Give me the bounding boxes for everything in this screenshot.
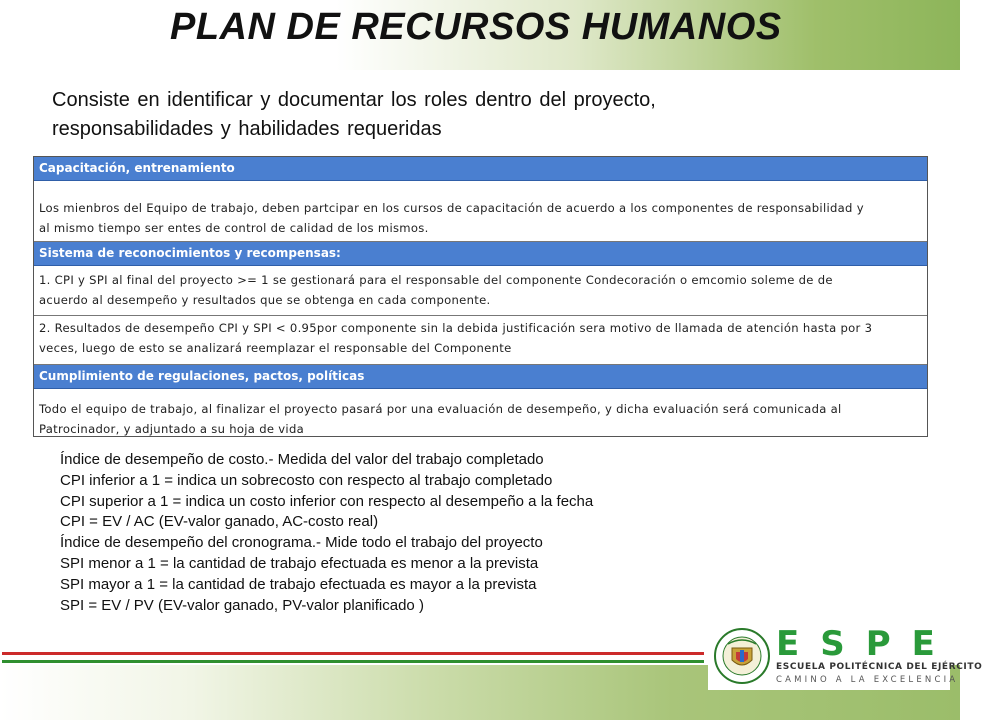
training-line-1: Los mienbros del Equipo de trabajo, deben partcipar en los cursos de capacitación de acuerdo a los componentes de responsabilidad y — [39, 201, 864, 215]
hr-plan-table — [33, 156, 928, 437]
intro-line-2: responsabilidades y habilidades requeridas — [52, 118, 442, 140]
stripe-white — [2, 656, 704, 659]
rewards-item-2-line-2: veces, luego de esto se analizará reemplazar el responsable del Componente — [39, 341, 512, 355]
rewards-item-1 — [34, 266, 927, 316]
rewards-item-2-line-1: 2. Resultados de desempeño CPI y SPI < 0.95por componente sin la debida justificación sera motivo de llamada de atención hasta por 3 — [39, 321, 873, 335]
rewards-item-1-line-2: acuerdo al desempeño y resultados que se obtenga en cada componente. — [39, 293, 491, 307]
header-compliance: Cumplimiento de regulaciones, pactos, políticas — [34, 365, 927, 389]
performance-index-list — [60, 450, 593, 616]
rewards-item-1-line-1: 1. CPI y SPI al final del proyecto >= 1 se gestionará para el responsable del componente Condecoración o emcomio soleme de de — [39, 273, 833, 287]
list-item: CPI = EV / AC (EV-valor ganado, AC-costo real) — [60, 513, 379, 531]
decorative-stripes — [2, 652, 704, 664]
list-item: Índice de desempeño del cronograma.- Mide todo el trabajo del proyecto — [60, 534, 543, 552]
stripe-red — [2, 652, 704, 655]
compliance-text — [34, 389, 927, 447]
page-title: PLAN DE RECURSOS HUMANOS — [170, 6, 782, 48]
list-item: SPI = EV / PV (EV-valor ganado, PV-valor planificado ) — [60, 596, 424, 614]
list-item: Índice de desempeño de costo.- Medida del valor del trabajo completado — [60, 451, 544, 468]
intro-line-1: Consiste en identificar y documentar los roles dentro del proyecto, — [52, 89, 656, 111]
list-item: SPI menor a 1 = la cantidad de trabajo efectuada es menor a la prevista — [60, 554, 539, 572]
training-line-2: al mismo tiempo ser entes de control de calidad de los mismos. — [39, 221, 429, 235]
intro-paragraph — [52, 86, 892, 144]
header-training: Capacitación, entrenamiento — [34, 157, 927, 181]
list-item: CPI inferior a 1 = indica un sobrecosto con respecto al trabajo completado — [60, 471, 553, 489]
list-item: CPI superior a 1 = indica un costo inferior con respecto al desempeño a la fecha — [60, 492, 594, 510]
espe-seal-icon — [714, 628, 770, 684]
header-rewards: Sistema de reconocimientos y recompensas: — [34, 242, 927, 266]
school-slogan: CAMINO A LA EXCELENCIA — [776, 675, 959, 685]
stripe-green — [2, 660, 704, 663]
training-text — [34, 181, 927, 242]
espe-logo — [708, 624, 982, 690]
espe-brand: ESPE — [776, 624, 956, 664]
school-name: ESCUELA POLITÉCNICA DEL EJÉRCITO — [776, 662, 982, 672]
compliance-line-2: Patrocinador, y adjuntado a su hoja de vida — [39, 422, 305, 436]
list-item: SPI mayor a 1 = la cantidad de trabajo efectuada es mayor a la prevista — [60, 575, 537, 593]
compliance-line-1: Todo el equipo de trabajo, al finalizar el proyecto pasará por una evaluación de desempeño, y dicha evaluación será comunicada al — [39, 402, 842, 416]
rewards-item-2 — [34, 316, 927, 365]
